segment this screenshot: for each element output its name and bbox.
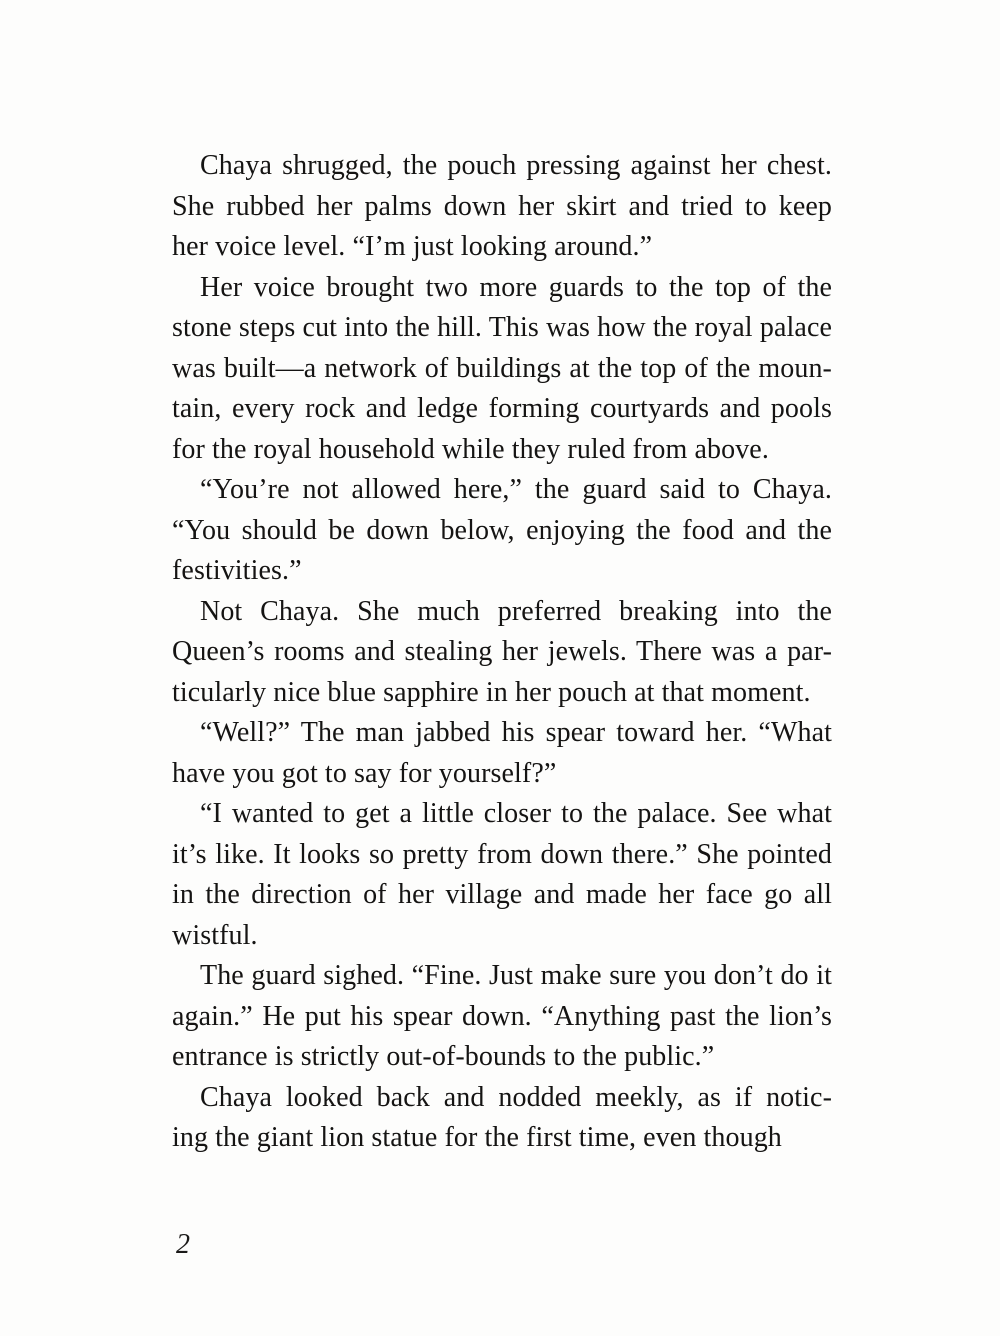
text-line: “You’re not allowed here,” the guard said to Chaya. [200, 474, 832, 505]
paragraph [172, 470, 832, 592]
text-line: “You should be down below, enjoying the food and the [172, 514, 832, 546]
text-line: festivities.” [172, 555, 302, 586]
text-line: ing the giant lion statue for the first time, even though [172, 1122, 782, 1153]
text-line: She rubbed her palms down her skirt and tried to keep [172, 190, 832, 222]
text-line: her voice level. “I’m just looking around.” [172, 231, 653, 262]
text-line: was built—a network of buildings at the top of the moun- [172, 352, 832, 384]
paragraph [172, 146, 832, 268]
text-line: Chaya shrugged, the pouch pressing against her chest. [200, 150, 832, 181]
text-line: entrance is strictly out-of-bounds to the public.” [172, 1041, 715, 1072]
text-line: it’s like. It looks so pretty from down there.” She pointed [172, 838, 832, 870]
paragraph [172, 956, 832, 1078]
text-line: again.” He put his spear down. “Anything past the lion’s [172, 1000, 832, 1032]
text-line: Chaya looked back and nodded meekly, as if notic- [200, 1081, 832, 1113]
text-line: “Well?” The man jabbed his spear toward her. “What [200, 717, 832, 748]
paragraph [172, 794, 832, 956]
text-line: Not Chaya. She much preferred breaking into the [200, 595, 832, 627]
page-number: 2 [176, 1229, 190, 1260]
paragraph [172, 268, 832, 471]
text-line: for the royal household while they ruled from above. [172, 433, 769, 465]
text-line: Her voice brought two more guards to the top of the [200, 271, 832, 303]
paragraph [172, 1078, 832, 1159]
text-line: tain, every rock and ledge forming courtyards and pools [172, 393, 832, 424]
text-line: in the direction of her village and made her face go all [172, 879, 832, 910]
paragraph [172, 713, 832, 794]
text-line: “I wanted to get a little closer to the palace. See what [200, 798, 832, 829]
page-text [172, 146, 832, 1159]
paragraph [172, 592, 832, 714]
text-line: have you got to say for yourself?” [172, 757, 557, 789]
text-line: wistful. [172, 919, 258, 951]
text-line: stone steps cut into the hill. This was how the royal palace [172, 312, 832, 343]
text-line: The guard sighed. “Fine. Just make sure you don’t do it [200, 960, 832, 991]
text-line: ticularly nice blue sapphire in her pouch at that moment. [172, 676, 811, 708]
text-line: Queen’s rooms and stealing her jewels. There was a par- [172, 636, 832, 667]
